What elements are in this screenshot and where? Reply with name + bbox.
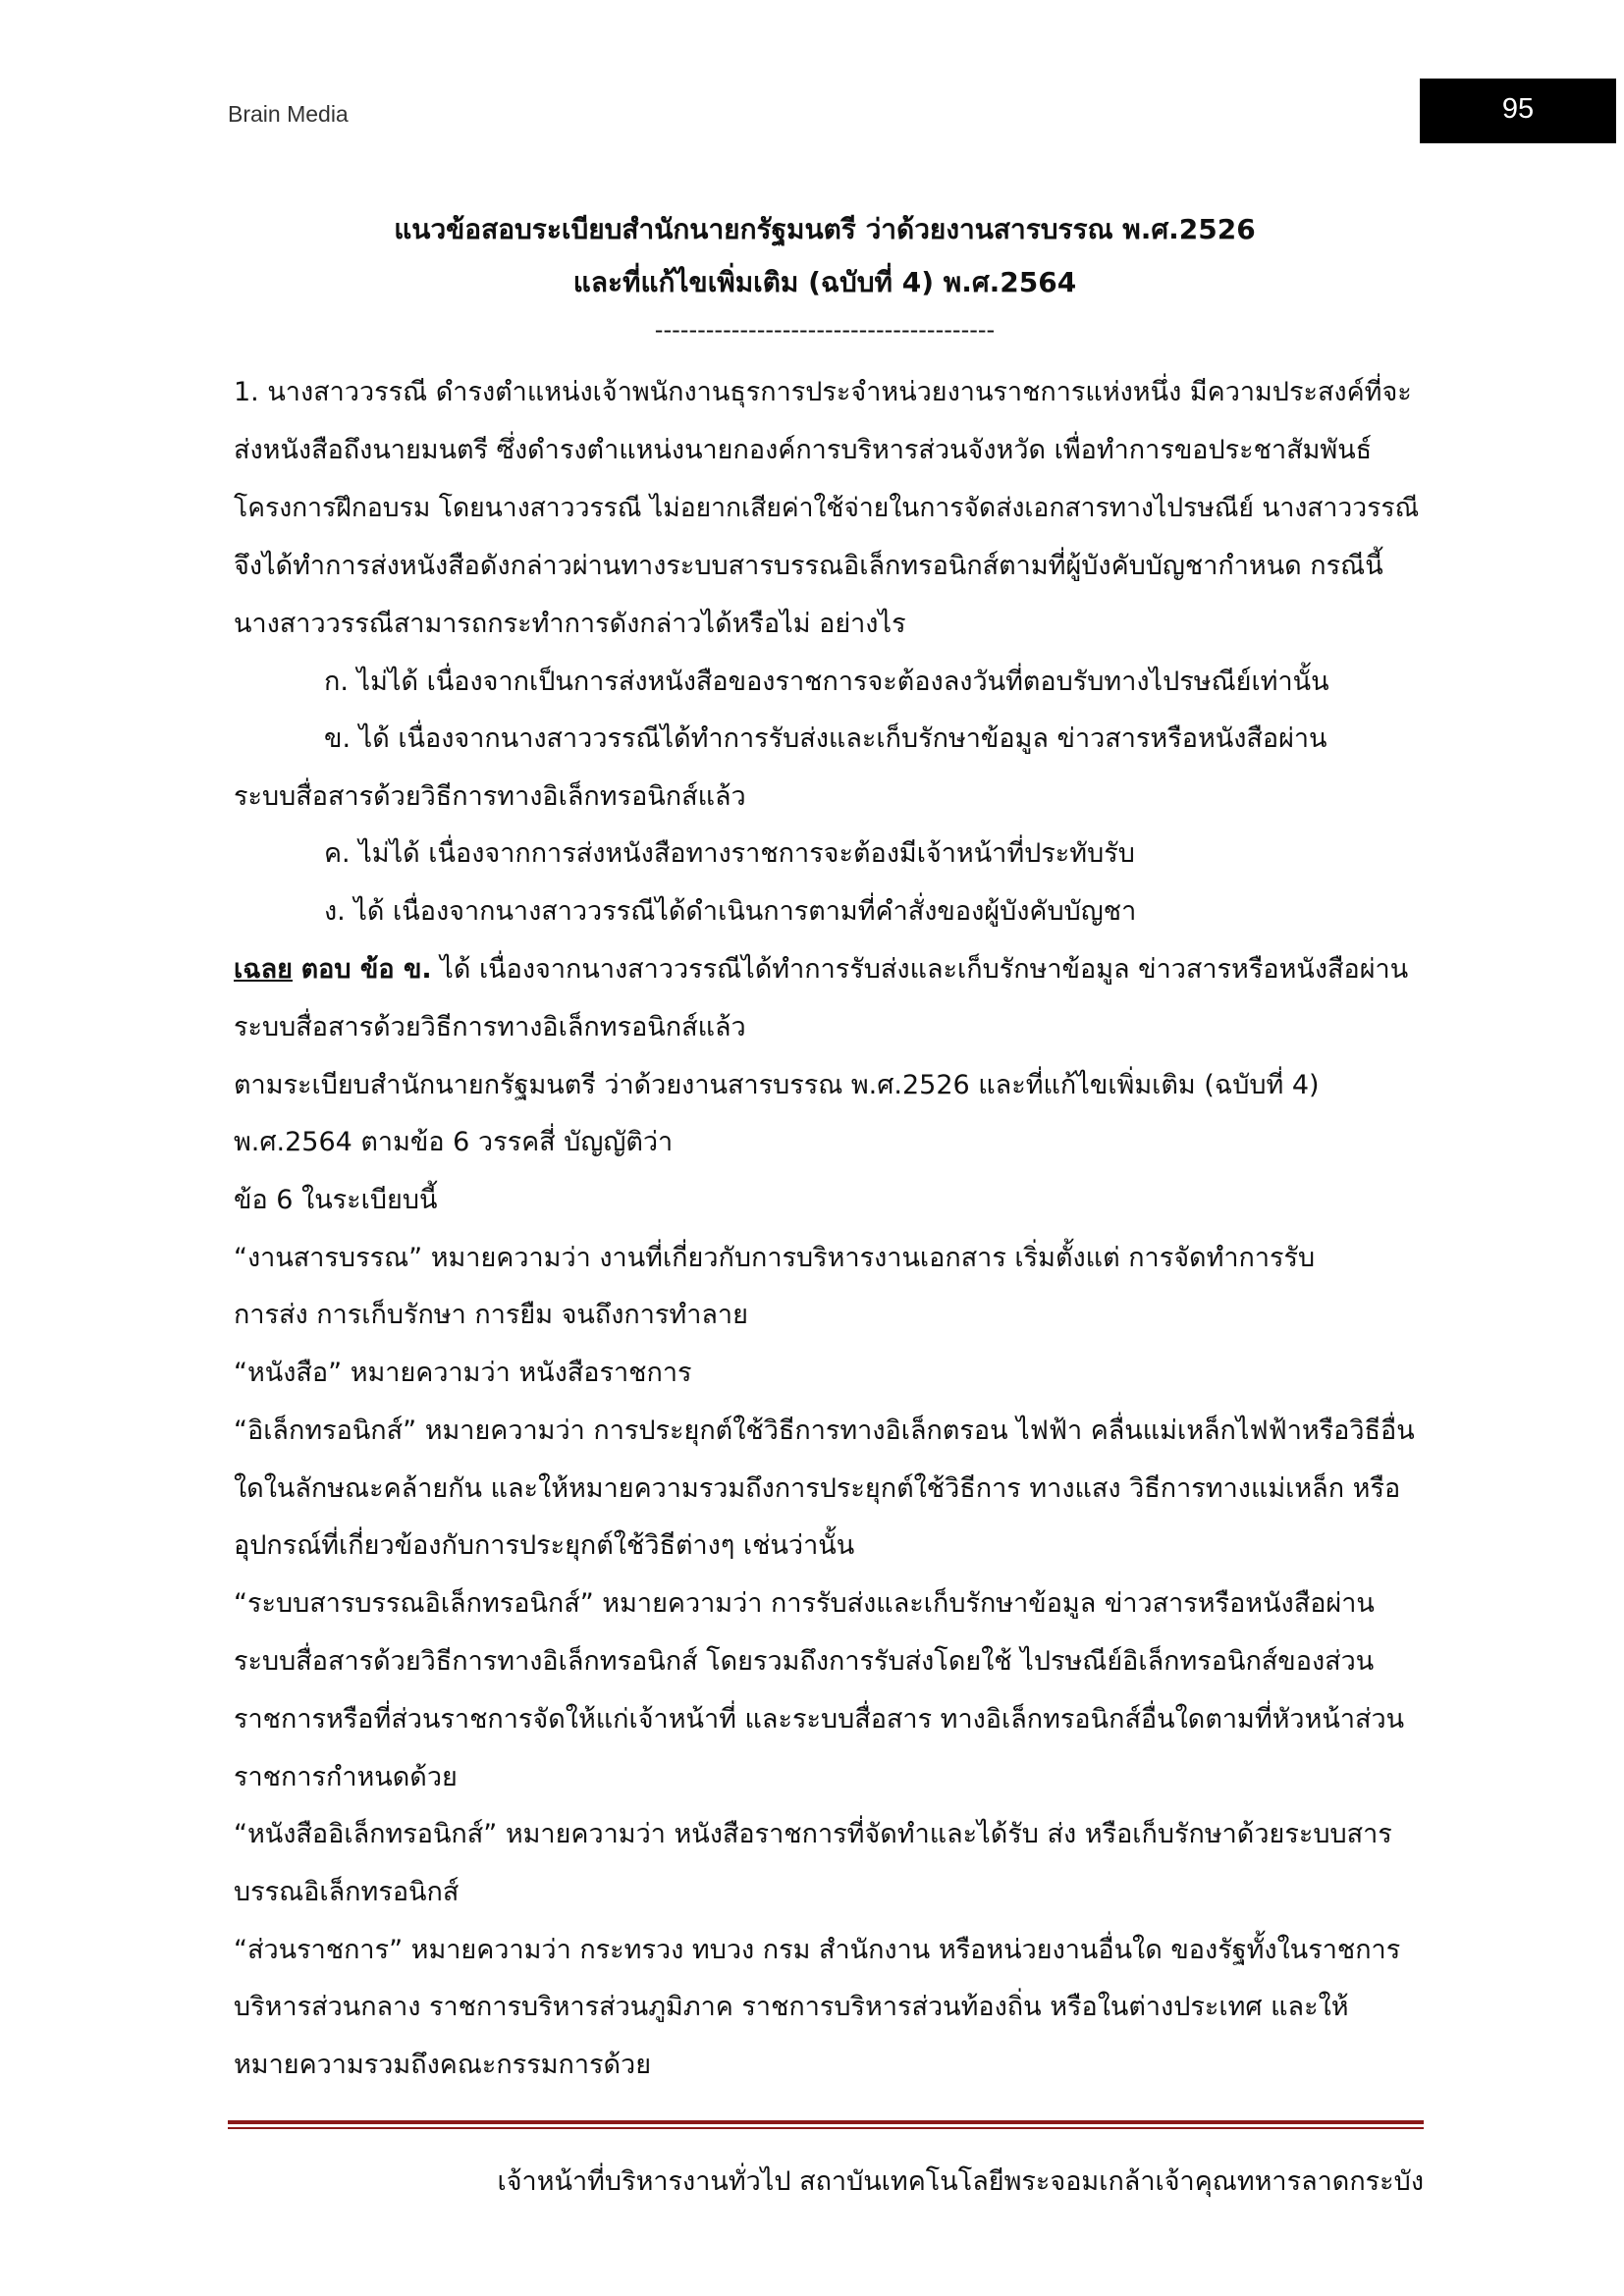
footer-divider: [228, 2120, 1424, 2129]
choice-a: ก. ไม่ได้ เนื่องจากเป็นการส่งหนังสือของราชการจะต้องลงวันที่ตอบรับทางไปรษณีย์เท่านั้น: [324, 667, 1329, 697]
answer-text: ได้ เนื่องจากนางสาววรรณีได้ทำการรับส่งและเก็บรักษาข้อมูล ข่าวสารหรือหนังสือผ่าน: [431, 954, 1409, 985]
explanation-line: “หนังสืออิเล็กทรอนิกส์” หมายความว่า หนังสือราชการที่จัดทำและได้รับ ส่ง หรือเก็บรักษาด้วยระบบสาร: [234, 1819, 1392, 1849]
explanation-line: บรรณอิเล็กทรอนิกส์: [234, 1877, 460, 1907]
title-divider: ----------------------------------------: [654, 316, 996, 344]
answer-prefix: ตอบ ข้อ ข.: [300, 954, 432, 985]
explanation-line: ราชการกำหนดด้วย: [234, 1762, 458, 1792]
choice-b: ข. ได้ เนื่องจากนางสาววรรณีได้ทำการรับส่งและเก็บรักษาข้อมูล ข่าวสารหรือหนังสือผ่าน: [324, 723, 1327, 754]
explanation-line: “ระบบสารบรรณอิเล็กทรอนิกส์” หมายความว่า การรับส่งและเก็บรักษาข้อมูล ข่าวสารหรือหนังสือผ่าน: [234, 1588, 1375, 1619]
brand-name: Brain Media: [228, 101, 349, 127]
question-line: โครงการฝึกอบรม โดยนางสาววรรณี ไม่อยากเสียค่าใช้จ่ายในการจัดส่งเอกสารทางไปรษณีย์ นางสาววรรณี: [234, 493, 1420, 523]
explanation-line: หมายความรวมถึงคณะกรรมการด้วย: [234, 2050, 652, 2080]
answer-line: [234, 952, 1408, 988]
explanation-line: ข้อ 6 ในระเบียบนี้: [234, 1185, 438, 1215]
answer-label: เฉลย: [234, 954, 293, 985]
footer-text: เจ้าหน้าที่บริหารงานทั่วไป สถาบันเทคโนโลยีพระจอมเกล้าเจ้าคุณทหารลาดกระบัง: [497, 2166, 1424, 2197]
explanation-line: ใดในลักษณะคล้ายกัน และให้หมายความรวมถึงการประยุกต์ใช้วิธีการ ทางแสง วิธีการทางแม่เหล็ก หรือ: [234, 1473, 1401, 1504]
page-number: 95: [1420, 79, 1616, 143]
question-line: 1. นางสาววรรณี ดำรงตำแหน่งเจ้าพนักงานธุรการประจำหน่วยงานราชการแห่งหนึ่ง มีความประสงค์ที่จะ: [234, 377, 1412, 407]
explanation-line: “อิเล็กทรอนิกส์” หมายความว่า การประยุกต์ใช้วิธีการทางอิเล็กตรอน ไฟฟ้า คลื่นแม่เหล็กไฟฟ้าหรือวิธีอื่น: [234, 1415, 1415, 1446]
explanation-line: บริหารส่วนกลาง ราชการบริหารส่วนภูมิภาค ราชการบริหารส่วนท้องถิ่น หรือในต่างประเทศ และให้: [234, 1992, 1349, 2022]
document-title-line-1: แนวข้อสอบระเบียบสำนักนายกรัฐมนตรี ว่าด้วยงานสารบรรณ พ.ศ.2526: [394, 213, 1256, 245]
explanation-line: ตามระเบียบสำนักนายกรัฐมนตรี ว่าด้วยงานสารบรรณ พ.ศ.2526 และที่แก้ไขเพิ่มเติม (ฉบับที่ 4): [234, 1070, 1320, 1100]
document-title-line-2: และที่แก้ไขเพิ่มเติม (ฉบับที่ 4) พ.ศ.2564: [572, 266, 1077, 298]
question-line: จึงได้ทำการส่งหนังสือดังกล่าวผ่านทางระบบสารบรรณอิเล็กทรอนิกส์ตามที่ผู้บังคับบัญชากำหนด กรณีนี้: [234, 551, 1383, 581]
answer-line-continued: ระบบสื่อสารด้วยวิธีการทางอิเล็กทรอนิกส์แล้ว: [234, 1012, 746, 1042]
choice-c: ค. ไม่ได้ เนื่องจากการส่งหนังสือทางราชการจะต้องมีเจ้าหน้าที่ประทับรับ: [324, 838, 1135, 869]
explanation-line: “งานสารบรรณ” หมายความว่า งานที่เกี่ยวกับการบริหารงานเอกสาร เริ่มตั้งแต่ การจัดทำการรับ: [234, 1243, 1316, 1273]
explanation-line: ราชการหรือที่ส่วนราชการจัดให้แก่เจ้าหน้าที่ และระบบสื่อสาร ทางอิเล็กทรอนิกส์อื่นใดตามที่หัวหน้าส่วน: [234, 1704, 1405, 1735]
explanation-line: “ส่วนราชการ” หมายความว่า กระทรวง ทบวง กรม สำนักงาน หรือหน่วยงานอื่นใด ของรัฐทั้งในราชการ: [234, 1935, 1401, 1965]
explanation-line: การส่ง การเก็บรักษา การยืม จนถึงการทำลาย: [234, 1300, 748, 1330]
choice-b-continued: ระบบสื่อสารด้วยวิธีการทางอิเล็กทรอนิกส์แล้ว: [234, 781, 746, 812]
question-line: ส่งหนังสือถึงนายมนตรี ซึ่งดำรงตำแหน่งนายกองค์การบริหารส่วนจังหวัด เพื่อทำการขอประชาสัมพันธ์: [234, 435, 1373, 465]
explanation-line: “หนังสือ” หมายความว่า หนังสือราชการ: [234, 1358, 692, 1388]
question-line: นางสาววรรณีสามารถกระทำการดังกล่าวได้หรือไม่ อย่างไร: [234, 609, 906, 639]
explanation-line: พ.ศ.2564 ตามข้อ 6 วรรคสี่ บัญญัติว่า: [234, 1127, 674, 1157]
choice-d: ง. ได้ เนื่องจากนางสาววรรณีได้ดำเนินการตามที่คำสั่งของผู้บังคับบัญชา: [324, 896, 1137, 927]
explanation-line: ระบบสื่อสารด้วยวิธีการทางอิเล็กทรอนิกส์ โดยรวมถึงการรับส่งโดยใช้ ไปรษณีย์อิเล็กทรอนิกส์ของส่วน: [234, 1646, 1375, 1677]
explanation-line: อุปกรณ์ที่เกี่ยวข้องกับการประยุกต์ใช้วิธีต่างๆ เช่นว่านั้น: [234, 1530, 855, 1561]
